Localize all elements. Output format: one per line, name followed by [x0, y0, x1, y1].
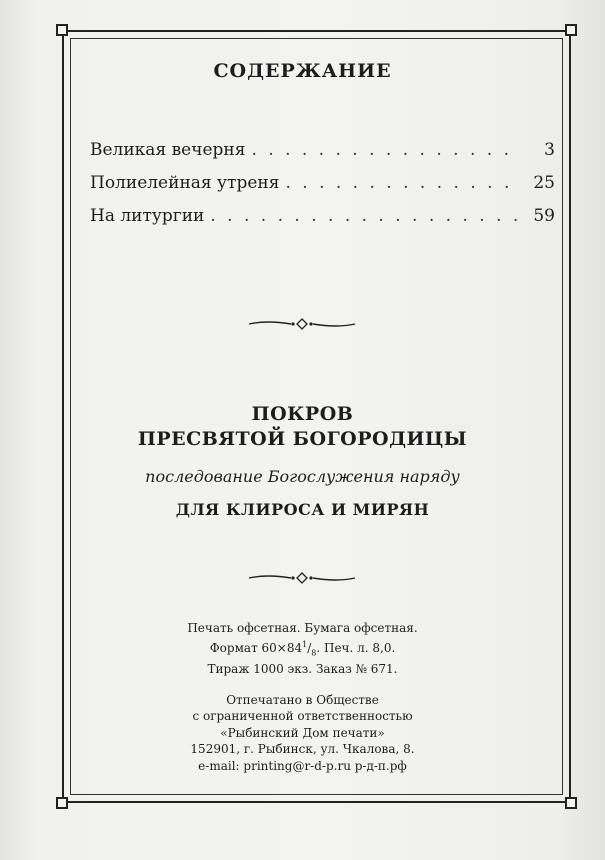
frame-corner-ornament — [56, 797, 68, 809]
book-subtitle: последование Богослужения наряду — [145, 467, 460, 486]
toc-leader-dots — [285, 173, 517, 193]
imprint-printer-line: с ограниченной ответственностью — [192, 709, 413, 724]
imprint-printer-line: Отпечатано в Обществе — [226, 692, 379, 707]
imprint-printer-line: «Рыбинский Дом печати» — [220, 725, 385, 740]
book-audience: ДЛЯ КЛИРОСА И МИРЯН — [175, 500, 430, 519]
frame-corner-ornament — [565, 797, 577, 809]
toc-entry-page: 3 — [544, 140, 555, 160]
toc-leader-dots — [251, 140, 517, 160]
imprint-run-line: Тираж 1000 экз. Заказ № 671. — [207, 662, 398, 677]
toc-entry-page: 25 — [533, 173, 555, 193]
toc-entry-title: Великая вечерня — [90, 140, 246, 160]
imprint-block — [0, 620, 605, 774]
toc-entry-title: Полиелейная утреня — [90, 173, 280, 193]
divider-ornament-icon — [247, 571, 357, 585]
toc-leader-dots — [210, 206, 517, 226]
book-title-line: ПОКРОВ — [251, 403, 354, 425]
imprint-printer-line: e-mail: printing@r-d-p.ru р-д-п.рф — [198, 758, 407, 773]
imprint-format-sup: 1 — [302, 639, 308, 649]
book-title — [0, 402, 605, 452]
table-of-contents — [90, 140, 555, 239]
frame-corner-ornament — [56, 24, 68, 36]
imprint-printer-line: 152901, г. Рыбинск, ул. Чкалова, 8. — [190, 742, 415, 757]
divider-ornament-icon — [247, 317, 357, 331]
book-title-line: ПРЕСВЯТОЙ БОГОРОДИЦЫ — [137, 428, 468, 450]
imprint-format-sub: 8 — [311, 647, 317, 657]
frame-corner-ornament — [565, 24, 577, 36]
toc-entry — [90, 140, 555, 173]
toc-entry-title: На литургии — [90, 206, 205, 226]
toc-heading: СОДЕРЖАНИЕ — [213, 60, 392, 82]
imprint-format-prefix: Формат 60×84 — [209, 640, 303, 655]
imprint-format-suffix: . Печ. л. 8,0. — [316, 640, 396, 655]
toc-entry — [90, 173, 555, 206]
toc-entry-page: 59 — [533, 206, 555, 226]
imprint-format-line: Формат $60\times 84^1/_8$. Печ. л. 8,0. — [209, 639, 396, 657]
imprint-print-line: Печать офсетная. Бумага офсетная. — [187, 621, 418, 635]
toc-entry — [90, 206, 555, 239]
